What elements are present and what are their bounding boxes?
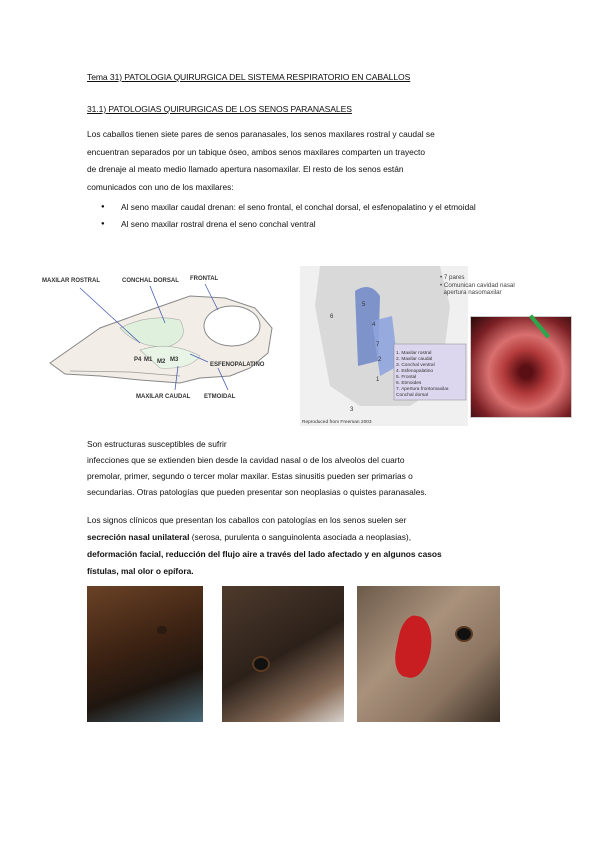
para-line: premolar, primer, segundo o tercer molar maxilar. Estas sinusitis pueden ser primarias o xyxy=(87,471,413,481)
label-m1: M1 xyxy=(144,357,153,363)
legend-item: 2. Maxilar caudal xyxy=(396,357,433,362)
intro-line: encuentran separados por un tabique óseo, ambos senos maxilares comparten un trayecto xyxy=(87,146,425,157)
label-p4: P4 xyxy=(134,357,142,363)
note-line: 7 pares xyxy=(443,274,465,281)
list-item: ● Al seno maxilar caudal drenan: el seno frontal, el conchal dorsal, el esfenopalatino y el etmoidal xyxy=(101,200,521,215)
legend-item: 7. Apertura frontomaxilar. xyxy=(396,387,450,392)
legend-item: 5. Frontal xyxy=(396,375,417,380)
para-text: (serosa, purulenta o sanguinolenta asociada a neoplasias), xyxy=(189,532,412,542)
legend-item: 1. Maxilar rostral xyxy=(396,351,432,356)
legend-item: 6. Etmoides xyxy=(396,381,422,386)
label-esfenopalatino: ESFENOPALATINO xyxy=(210,362,265,368)
bold-text: fístulas, mal olor o epífora. xyxy=(87,566,194,576)
fig-number: 3 xyxy=(350,407,354,413)
bold-text: secreción nasal unilateral xyxy=(87,532,190,542)
drainage-list xyxy=(101,200,521,234)
fig-number: 5 xyxy=(362,302,366,308)
fig-number: 2 xyxy=(378,357,382,363)
legend-item: Conchal dorsal xyxy=(396,393,428,398)
label-frontal: FRONTAL xyxy=(190,276,219,282)
intro-line: comunicados con uno de los maxilares: xyxy=(87,181,234,192)
infections-paragraph xyxy=(87,436,517,500)
note-line: apertura nasomaxilar xyxy=(443,289,502,296)
list-item: ● Al seno maxilar rostral drena el seno conchal ventral xyxy=(101,217,521,232)
section-title: 31.1) PATOLOGIAS QUIRURGICAS DE LOS SENOS PARANASALES xyxy=(87,104,352,114)
horse-facial-deformation-photo xyxy=(222,586,344,722)
bold-text: deformación facial, reducción del flujo aire a través del lado afectado y en algunos casos xyxy=(87,549,442,559)
para-line: secundarias. Otras patologías que pueden presentar son neoplasias o quistes paranasales. xyxy=(87,487,427,497)
legend-item: 3. Conchal ventral xyxy=(396,363,435,368)
fig-number: 6 xyxy=(330,314,334,320)
endoscopy-photo xyxy=(470,316,572,418)
skull-sinus-diagram xyxy=(40,268,295,408)
fig-number: 4 xyxy=(372,322,376,328)
label-m3: M3 xyxy=(170,357,179,363)
label-conchal-dorsal: CONCHAL DORSAL xyxy=(122,278,179,284)
clinical-signs-paragraph xyxy=(87,512,517,580)
intro-line: Los caballos tienen siete pares de senos paranasales, los senos maxilares rostral y caudal se xyxy=(87,129,435,139)
green-arrow-icon xyxy=(529,314,550,338)
sinus-notes: • 7 pares • Comunican cavidad nasal apertura nasomaxilar xyxy=(440,274,515,296)
figure-credit: Reproduced from Freeman 2003 xyxy=(302,420,372,425)
horse-nasal-discharge-photo xyxy=(87,586,203,722)
horse-fistula-photo xyxy=(357,586,500,722)
legend-item: 4. Esfenopalatino xyxy=(396,369,434,374)
label-m2: M2 xyxy=(157,359,166,365)
label-maxilar-caudal: MAXILAR CAUDAL xyxy=(136,394,191,400)
fig-number: 7 xyxy=(376,342,380,348)
page-title: Tema 31) PATOLOGIA QUIRURGICA DEL SISTEMA RESPIRATORIO EN CABALLOS xyxy=(87,72,411,82)
note-line: Comunican cavidad nasal xyxy=(443,281,515,289)
para-line: Los signos clínicos que presentan los caballos con patologías en los senos suelen ser xyxy=(87,515,407,525)
label-maxilar-rostral: MAXILAR ROSTRAL xyxy=(42,278,100,284)
intro-paragraph xyxy=(87,126,517,196)
fig-number: 1 xyxy=(376,377,380,383)
para-line: infecciones que se extienden bien desde la cavidad nasal o de los alveolos del cuarto xyxy=(87,455,405,465)
intro-line: de drenaje al meato medio llamado apertura nasomaxilar. El resto de los senos están xyxy=(87,164,404,175)
label-etmoidal: ETMOIDAL xyxy=(204,394,236,400)
para-line: Son estructuras susceptibles de sufrir xyxy=(87,439,227,449)
